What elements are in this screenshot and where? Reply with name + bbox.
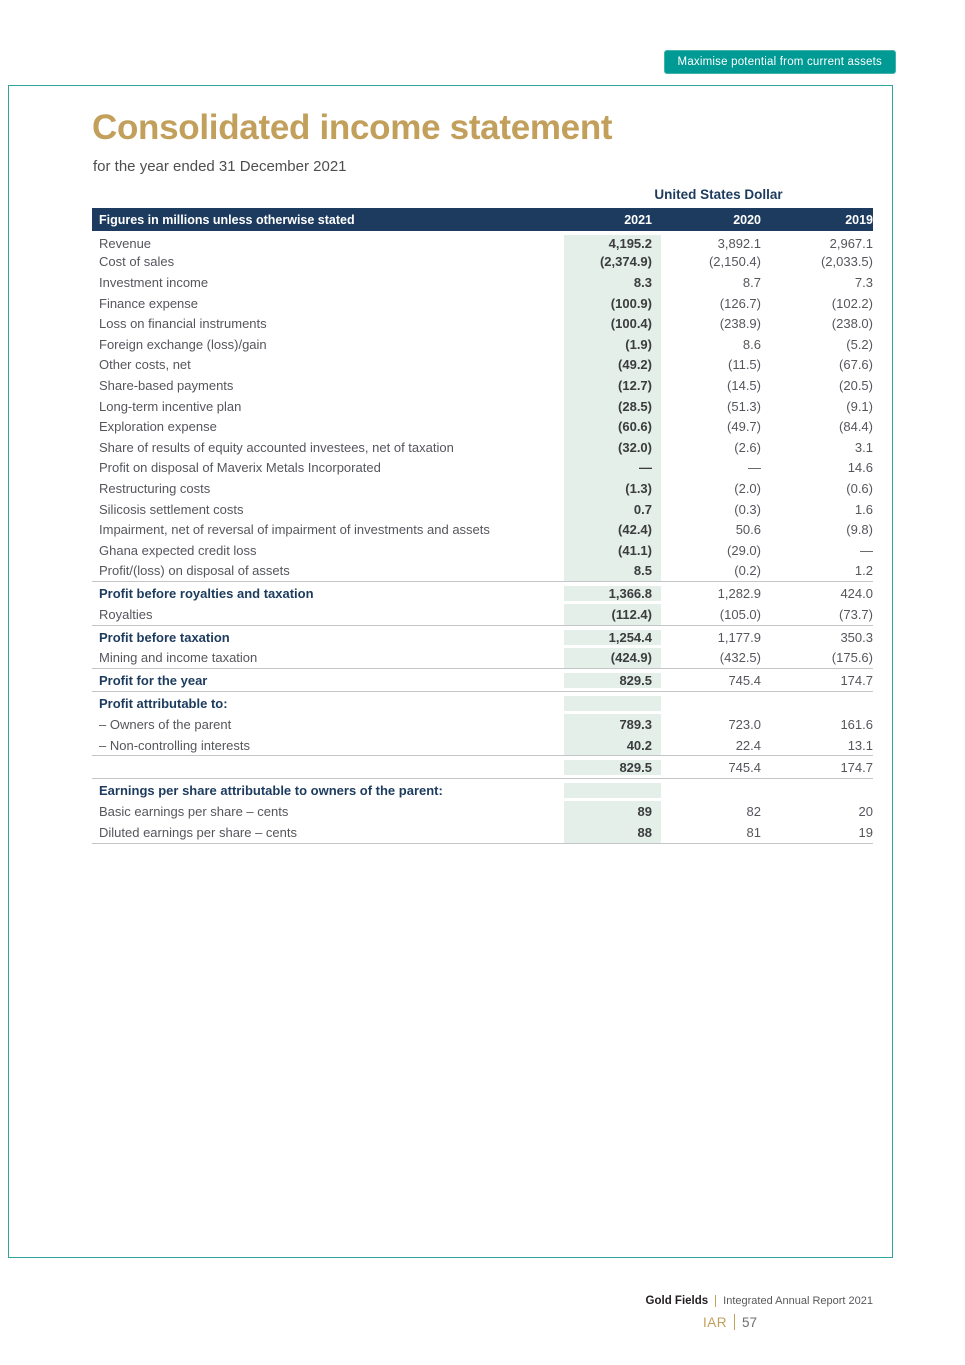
section-tag-badge: Maximise potential from current assets xyxy=(664,50,896,74)
income-statement-table xyxy=(92,187,873,844)
value-2021: (112.4) xyxy=(564,604,661,625)
value-2020: (105.0) xyxy=(719,606,761,622)
value-2020: 1,282.9 xyxy=(717,586,761,602)
value-2021: 40.2 xyxy=(564,735,661,756)
table-bottom-rule xyxy=(92,843,873,844)
table-row xyxy=(92,801,873,822)
table-row xyxy=(92,735,873,756)
row-label: Profit attributable to: xyxy=(99,696,228,712)
table-row xyxy=(92,625,873,648)
table-row xyxy=(92,714,873,735)
value-2020: 723.0 xyxy=(728,717,761,733)
value-2019: (20.5) xyxy=(839,377,873,393)
footer-credit xyxy=(646,1295,873,1307)
value-2021: 789.3 xyxy=(564,714,661,735)
value-2020: (2,150.4) xyxy=(708,254,761,270)
value-2019: 14.6 xyxy=(847,460,873,476)
value-2019: 2,967.1 xyxy=(829,235,873,251)
value-2019: 1.2 xyxy=(854,563,873,579)
currency-header-spacer xyxy=(92,187,564,202)
currency-header: United States Dollar xyxy=(654,187,783,202)
row-label: Profit before royalties and taxation xyxy=(99,586,314,602)
value-2019: (102.2) xyxy=(831,295,873,311)
value-2019: — xyxy=(860,542,873,558)
value-2021: (424.9) xyxy=(564,648,661,669)
value-2020: — xyxy=(748,460,761,476)
table-body xyxy=(92,231,873,843)
value-2019: 174.7 xyxy=(840,760,873,776)
value-2021: 4,195.2 xyxy=(564,235,661,252)
table-row xyxy=(92,355,873,376)
value-2021: 1,366.8 xyxy=(564,586,661,601)
row-label: Profit for the year xyxy=(99,673,208,689)
row-label: Basic earnings per share – cents xyxy=(99,804,289,820)
row-label: Impairment, net of reversal of impairment of investments and assets xyxy=(99,522,490,538)
row-label: Diluted earnings per share – cents xyxy=(99,824,298,840)
table-row xyxy=(92,293,873,314)
value-2021: 89 xyxy=(564,801,661,822)
footer-page-divider xyxy=(734,1314,735,1330)
row-label: Earnings per share attributable to owners of the parent: xyxy=(99,783,443,799)
value-2021: (28.5) xyxy=(564,396,661,417)
table-row xyxy=(92,755,873,778)
table-row xyxy=(92,375,873,396)
value-2019: (84.4) xyxy=(839,419,873,435)
value-2021: 8.5 xyxy=(564,561,661,582)
table-row xyxy=(92,604,873,625)
table-row xyxy=(92,313,873,334)
column-header-2019: 2019 xyxy=(845,212,873,227)
value-2019: 13.1 xyxy=(847,737,873,753)
table-row xyxy=(92,252,873,273)
table-row xyxy=(92,231,873,252)
value-2021: 0.7 xyxy=(564,499,661,520)
value-2020: 745.4 xyxy=(728,760,761,776)
row-label: Royalties xyxy=(99,606,153,622)
table-row xyxy=(92,334,873,355)
table-header-caption: Figures in millions unless otherwise stated xyxy=(99,212,355,227)
value-2020: 3,892.1 xyxy=(717,235,761,251)
value-2021: — xyxy=(564,458,661,479)
table-row xyxy=(92,561,873,582)
value-2019: (175.6) xyxy=(831,650,873,666)
value-2021: 1,254.4 xyxy=(564,630,661,645)
value-2020: (14.5) xyxy=(727,377,761,393)
value-2021: (12.7) xyxy=(564,375,661,396)
footer-divider xyxy=(715,1295,716,1307)
row-label: Finance expense xyxy=(99,295,199,311)
value-2020: (126.7) xyxy=(719,295,761,311)
value-2020: (2.6) xyxy=(734,439,761,455)
value-2019: (9.1) xyxy=(846,398,873,414)
table-row xyxy=(92,416,873,437)
table-row xyxy=(92,437,873,458)
value-2020: 81 xyxy=(746,824,761,840)
currency-header-row xyxy=(92,187,873,202)
row-label xyxy=(92,760,564,775)
page-subtitle: for the year ended 31 December 2021 xyxy=(93,158,347,175)
value-2019: 7.3 xyxy=(854,274,873,290)
value-2020: 745.4 xyxy=(728,673,761,689)
value-2019: 1.6 xyxy=(854,501,873,517)
value-2019: (238.0) xyxy=(831,316,873,332)
column-header-2021: 2021 xyxy=(624,212,652,227)
row-label: Profit/(loss) on disposal of assets xyxy=(99,563,290,579)
value-2019: 424.0 xyxy=(840,586,873,602)
table-row xyxy=(92,499,873,520)
value-2019: 174.7 xyxy=(840,673,873,689)
row-label: Foreign exchange (loss)/gain xyxy=(99,336,267,352)
table-header-row xyxy=(92,208,873,231)
row-label: Restructuring costs xyxy=(99,480,211,496)
value-2020: (29.0) xyxy=(727,542,761,558)
section-heading-row xyxy=(92,691,873,714)
table-row xyxy=(92,668,873,691)
value-2020: (432.5) xyxy=(719,650,761,666)
row-label: Loss on financial instruments xyxy=(99,316,267,332)
value-2020: 8.7 xyxy=(742,274,761,290)
row-label: Cost of sales xyxy=(99,254,175,270)
table-row xyxy=(92,648,873,669)
row-label: – Owners of the parent xyxy=(99,717,232,733)
table-row xyxy=(92,519,873,540)
page-title: Consolidated income statement xyxy=(92,108,613,147)
value-2021: (1.9) xyxy=(564,334,661,355)
value-2019: 3.1 xyxy=(854,439,873,455)
value-2019: 20 xyxy=(858,804,873,820)
value-2020 xyxy=(661,696,763,711)
table-row xyxy=(92,540,873,561)
row-label: Exploration expense xyxy=(99,419,217,435)
table-row xyxy=(92,396,873,417)
footer-brand: Gold Fields xyxy=(645,1295,709,1307)
table-row xyxy=(92,581,873,604)
footer-page-indicator xyxy=(703,1314,757,1330)
value-2020: 50.6 xyxy=(735,522,761,538)
value-2021: 88 xyxy=(564,822,661,843)
value-2020: (51.3) xyxy=(727,398,761,414)
row-label: – Non-controlling interests xyxy=(99,737,251,753)
value-2020: 1,177.9 xyxy=(717,629,761,645)
value-2019 xyxy=(763,696,873,711)
value-2021: 829.5 xyxy=(564,673,661,688)
column-header-2020: 2020 xyxy=(733,212,761,227)
table-row xyxy=(92,458,873,479)
value-2019: (5.2) xyxy=(846,336,873,352)
value-2021: 8.3 xyxy=(564,272,661,293)
row-label: Other costs, net xyxy=(99,357,191,373)
value-2020: (49.7) xyxy=(727,419,761,435)
value-2019 xyxy=(763,783,873,798)
value-2020: (0.2) xyxy=(734,563,761,579)
value-2021: (49.2) xyxy=(564,355,661,376)
row-label: Share-based payments xyxy=(99,377,234,393)
value-2019: (9.8) xyxy=(846,522,873,538)
footer-report-title: Integrated Annual Report 2021 xyxy=(723,1295,873,1307)
row-label: Ghana expected credit loss xyxy=(99,542,257,558)
row-label: Profit before taxation xyxy=(99,629,230,645)
row-label: Share of results of equity accounted investees, net of taxation xyxy=(99,439,454,455)
value-2021: (100.4) xyxy=(564,313,661,334)
table-row xyxy=(92,272,873,293)
value-2021: (2,374.9) xyxy=(564,252,661,273)
value-2021: (41.1) xyxy=(564,540,661,561)
value-2019: 161.6 xyxy=(840,717,873,733)
row-label: Mining and income taxation xyxy=(99,650,258,666)
value-2021 xyxy=(564,783,661,798)
value-2019: 350.3 xyxy=(840,629,873,645)
row-label: Long-term incentive plan xyxy=(99,398,242,414)
value-2020: (11.5) xyxy=(728,357,761,373)
value-2019: (67.6) xyxy=(839,357,873,373)
footer-page-number: 57 xyxy=(742,1314,758,1330)
value-2019: (2,033.5) xyxy=(820,254,873,270)
value-2020: 8.6 xyxy=(742,336,761,352)
value-2020: (238.9) xyxy=(719,316,761,332)
value-2021: (60.6) xyxy=(564,416,661,437)
value-2020 xyxy=(661,783,763,798)
row-label: Silicosis settlement costs xyxy=(99,501,244,517)
value-2019: (73.7) xyxy=(839,606,873,622)
row-label: Profit on disposal of Maverix Metals Incorporated xyxy=(99,460,381,476)
value-2021: (1.3) xyxy=(564,478,661,499)
value-2020: 82 xyxy=(746,804,761,820)
value-2021: 829.5 xyxy=(564,760,661,775)
value-2021 xyxy=(564,696,661,711)
table-row xyxy=(92,822,873,843)
footer-page-label: IAR xyxy=(703,1314,728,1330)
row-label: Investment income xyxy=(99,274,209,290)
section-heading-row xyxy=(92,778,873,801)
row-label: Revenue xyxy=(99,235,152,251)
value-2021: (42.4) xyxy=(564,519,661,540)
value-2019: (0.6) xyxy=(846,480,873,496)
value-2020: (2.0) xyxy=(734,480,761,496)
value-2021: (32.0) xyxy=(564,437,661,458)
value-2020: 22.4 xyxy=(735,737,761,753)
value-2021: (100.9) xyxy=(564,293,661,314)
value-2020: (0.3) xyxy=(734,501,761,517)
value-2019: 19 xyxy=(858,824,873,840)
table-row xyxy=(92,478,873,499)
